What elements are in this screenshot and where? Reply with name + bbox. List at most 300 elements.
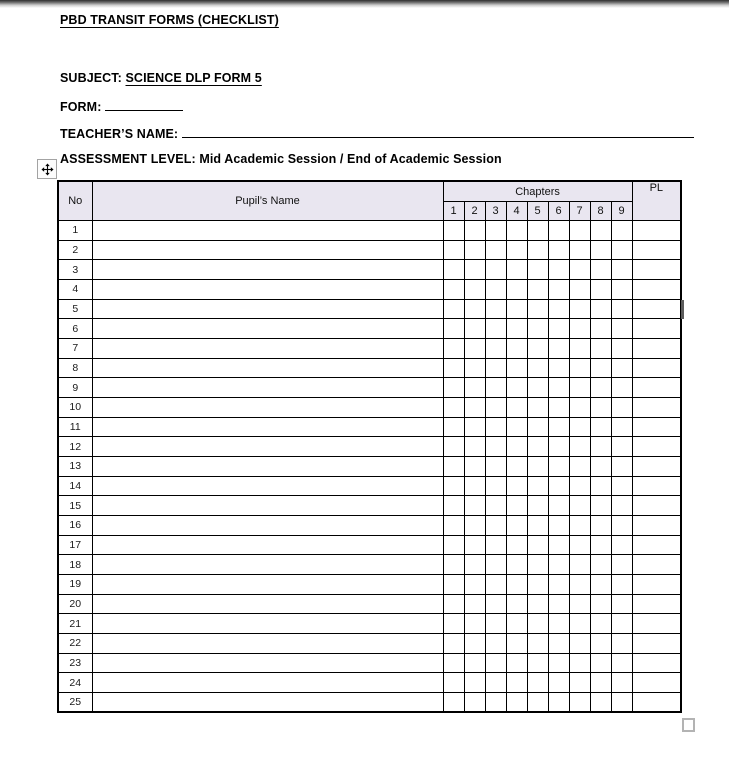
pupil-row [58,594,681,614]
chapter-8-mark-cell[interactable] [590,280,611,300]
chapter-2-mark-cell[interactable] [464,614,485,634]
chapter-2-mark-cell[interactable] [464,378,485,398]
chapter-5-mark-cell[interactable] [527,437,548,457]
chapter-3-mark-cell[interactable] [485,575,506,595]
pupil-row [58,358,681,378]
pl-cell[interactable] [632,693,681,713]
chapter-3-mark-cell[interactable] [485,535,506,555]
chapter-7-mark-cell[interactable] [569,535,590,555]
chapter-2-mark-cell[interactable] [464,221,485,241]
chapter-1-mark-cell[interactable] [443,221,464,241]
chapter-3-mark-cell[interactable] [485,378,506,398]
chapter-2-mark-cell[interactable] [464,299,485,319]
pl-cell[interactable] [632,555,681,575]
chapter-6-mark-cell[interactable] [548,221,569,241]
table-header-row-1 [58,181,681,202]
chapter-6-mark-cell[interactable] [548,260,569,280]
chapter-5-mark-cell[interactable] [527,496,548,516]
chapter-3-mark-cell[interactable] [485,417,506,437]
chapter-1-mark-cell[interactable] [443,417,464,437]
pupil-name-cell[interactable] [92,299,443,319]
chapter-number-header: 8 [590,202,611,221]
chapter-8-mark-cell[interactable] [590,339,611,359]
chapter-1-mark-cell[interactable] [443,496,464,516]
pupil-name-cell[interactable] [92,614,443,634]
pl-cell[interactable] [632,457,681,477]
table-move-handle[interactable] [37,159,57,179]
chapter-4-mark-cell[interactable] [506,457,527,477]
chapter-2-mark-cell[interactable] [464,437,485,457]
pupil-name-cell[interactable] [92,358,443,378]
pupil-name-cell[interactable] [92,516,443,536]
pl-cell[interactable] [632,260,681,280]
chapter-9-mark-cell[interactable] [611,417,632,437]
col-header-pl: PL [632,181,681,221]
chapter-1-mark-cell[interactable] [443,260,464,280]
chapter-1-mark-cell[interactable] [443,693,464,713]
chapter-8-mark-cell[interactable] [590,240,611,260]
chapter-2-mark-cell[interactable] [464,358,485,378]
chapter-2-mark-cell[interactable] [464,535,485,555]
chapter-3-mark-cell[interactable] [485,457,506,477]
chapter-3-mark-cell[interactable] [485,398,506,418]
chapter-1-mark-cell[interactable] [443,653,464,673]
chapter-5-mark-cell[interactable] [527,240,548,260]
chapter-5-mark-cell[interactable] [527,260,548,280]
pl-cell[interactable] [632,240,681,260]
chapter-6-mark-cell[interactable] [548,476,569,496]
pupil-name-cell[interactable] [92,457,443,477]
chapter-7-mark-cell[interactable] [569,417,590,437]
chapter-1-mark-cell[interactable] [443,280,464,300]
chapter-6-mark-cell[interactable] [548,594,569,614]
chapter-7-mark-cell[interactable] [569,437,590,457]
table-resize-handle[interactable] [682,718,695,732]
chapter-7-mark-cell[interactable] [569,614,590,634]
chapter-5-mark-cell[interactable] [527,516,548,536]
chapter-4-mark-cell[interactable] [506,516,527,536]
chapter-1-mark-cell[interactable] [443,555,464,575]
chapter-3-mark-cell[interactable] [485,280,506,300]
chapter-2-mark-cell[interactable] [464,476,485,496]
chapter-1-mark-cell[interactable] [443,594,464,614]
chapter-8-mark-cell[interactable] [590,398,611,418]
chapter-5-mark-cell[interactable] [527,575,548,595]
document-title: PBD TRANSIT FORMS (CHECKLIST) [60,13,279,27]
chapter-5-mark-cell[interactable] [527,555,548,575]
chapter-1-mark-cell[interactable] [443,378,464,398]
chapter-7-mark-cell[interactable] [569,398,590,418]
chapter-4-mark-cell[interactable] [506,594,527,614]
chapter-6-mark-cell[interactable] [548,240,569,260]
chapter-8-mark-cell[interactable] [590,575,611,595]
chapter-2-mark-cell[interactable] [464,575,485,595]
chapter-5-mark-cell[interactable] [527,614,548,634]
chapter-3-mark-cell[interactable] [485,555,506,575]
chapter-1-mark-cell[interactable] [443,614,464,634]
pupil-name-cell[interactable] [92,417,443,437]
chapter-4-mark-cell[interactable] [506,240,527,260]
pl-cell[interactable] [632,378,681,398]
chapter-7-mark-cell[interactable] [569,457,590,477]
chapter-3-mark-cell[interactable] [485,634,506,654]
pupil-name-cell[interactable] [92,653,443,673]
chapter-9-mark-cell[interactable] [611,299,632,319]
pupil-name-cell[interactable] [92,378,443,398]
chapter-8-mark-cell[interactable] [590,693,611,713]
chapter-3-mark-cell[interactable] [485,653,506,673]
pupil-name-cell[interactable] [92,260,443,280]
pl-cell[interactable] [632,614,681,634]
pl-cell[interactable] [632,594,681,614]
chapter-8-mark-cell[interactable] [590,260,611,280]
chapter-4-mark-cell[interactable] [506,280,527,300]
chapter-5-mark-cell[interactable] [527,535,548,555]
pupil-name-cell[interactable] [92,594,443,614]
chapter-5-mark-cell[interactable] [527,378,548,398]
form-blank-field[interactable] [105,98,183,111]
chapter-6-mark-cell[interactable] [548,398,569,418]
chapter-7-mark-cell[interactable] [569,378,590,398]
pupil-name-cell[interactable] [92,221,443,241]
chapter-6-mark-cell[interactable] [548,653,569,673]
chapter-3-mark-cell[interactable] [485,240,506,260]
row-number-cell: 8 [58,358,92,378]
chapter-9-mark-cell[interactable] [611,535,632,555]
chapter-5-mark-cell[interactable] [527,221,548,241]
chapter-6-mark-cell[interactable] [548,339,569,359]
chapter-6-mark-cell[interactable] [548,319,569,339]
chapter-5-mark-cell[interactable] [527,673,548,693]
chapter-6-mark-cell[interactable] [548,634,569,654]
chapter-5-mark-cell[interactable] [527,594,548,614]
chapter-7-mark-cell[interactable] [569,693,590,713]
chapter-6-mark-cell[interactable] [548,555,569,575]
teacher-name-blank-field[interactable] [182,125,694,138]
chapter-4-mark-cell[interactable] [506,358,527,378]
chapter-3-mark-cell[interactable] [485,594,506,614]
chapter-9-mark-cell[interactable] [611,221,632,241]
chapter-2-mark-cell[interactable] [464,693,485,713]
chapter-7-mark-cell[interactable] [569,260,590,280]
pl-cell[interactable] [632,299,681,319]
chapter-7-mark-cell[interactable] [569,240,590,260]
chapter-9-mark-cell[interactable] [611,476,632,496]
chapter-1-mark-cell[interactable] [443,634,464,654]
chapter-3-mark-cell[interactable] [485,437,506,457]
chapter-4-mark-cell[interactable] [506,437,527,457]
chapter-7-mark-cell[interactable] [569,673,590,693]
chapter-7-mark-cell[interactable] [569,634,590,654]
chapter-4-mark-cell[interactable] [506,555,527,575]
chapter-4-mark-cell[interactable] [506,299,527,319]
chapter-5-mark-cell[interactable] [527,457,548,477]
chapter-2-mark-cell[interactable] [464,673,485,693]
pl-cell[interactable] [632,221,681,241]
chapter-3-mark-cell[interactable] [485,319,506,339]
chapter-5-mark-cell[interactable] [527,299,548,319]
chapter-6-mark-cell[interactable] [548,280,569,300]
chapter-5-mark-cell[interactable] [527,358,548,378]
pupil-name-cell[interactable] [92,240,443,260]
chapter-5-mark-cell[interactable] [527,476,548,496]
pl-cell[interactable] [632,653,681,673]
pupil-row [58,299,681,319]
pl-cell[interactable] [632,437,681,457]
pupil-name-cell[interactable] [92,575,443,595]
chapter-4-mark-cell[interactable] [506,575,527,595]
chapter-7-mark-cell[interactable] [569,476,590,496]
chapter-8-mark-cell[interactable] [590,634,611,654]
chapter-8-mark-cell[interactable] [590,516,611,536]
chapter-3-mark-cell[interactable] [485,614,506,634]
chapter-4-mark-cell[interactable] [506,476,527,496]
chapter-4-mark-cell[interactable] [506,319,527,339]
pupil-name-cell[interactable] [92,319,443,339]
chapter-6-mark-cell[interactable] [548,457,569,477]
chapter-2-mark-cell[interactable] [464,555,485,575]
chapter-9-mark-cell[interactable] [611,653,632,673]
chapter-7-mark-cell[interactable] [569,653,590,673]
pupil-name-cell[interactable] [92,437,443,457]
chapter-4-mark-cell[interactable] [506,417,527,437]
pl-cell[interactable] [632,516,681,536]
chapter-8-mark-cell[interactable] [590,437,611,457]
chapter-1-mark-cell[interactable] [443,299,464,319]
chapter-4-mark-cell[interactable] [506,673,527,693]
chapter-9-mark-cell[interactable] [611,594,632,614]
chapter-2-mark-cell[interactable] [464,280,485,300]
chapter-2-mark-cell[interactable] [464,634,485,654]
chapter-4-mark-cell[interactable] [506,260,527,280]
chapter-8-mark-cell[interactable] [590,319,611,339]
chapter-6-mark-cell[interactable] [548,693,569,713]
chapter-5-mark-cell[interactable] [527,319,548,339]
chapter-8-mark-cell[interactable] [590,653,611,673]
chapter-5-mark-cell[interactable] [527,693,548,713]
pupil-name-cell[interactable] [92,555,443,575]
chapter-6-mark-cell[interactable] [548,673,569,693]
chapter-5-mark-cell[interactable] [527,417,548,437]
chapter-6-mark-cell[interactable] [548,299,569,319]
pupil-row [58,614,681,634]
chapter-1-mark-cell[interactable] [443,476,464,496]
assessment-level-line [60,152,502,167]
pupil-row [58,398,681,418]
chapter-9-mark-cell[interactable] [611,437,632,457]
chapter-5-mark-cell[interactable] [527,280,548,300]
chapter-8-mark-cell[interactable] [590,476,611,496]
chapter-1-mark-cell[interactable] [443,535,464,555]
pl-cell[interactable] [632,673,681,693]
chapter-7-mark-cell[interactable] [569,339,590,359]
chapter-8-mark-cell[interactable] [590,673,611,693]
chapter-9-mark-cell[interactable] [611,260,632,280]
chapter-5-mark-cell[interactable] [527,634,548,654]
pupil-name-cell[interactable] [92,398,443,418]
chapter-2-mark-cell[interactable] [464,260,485,280]
chapter-9-mark-cell[interactable] [611,496,632,516]
chapter-6-mark-cell[interactable] [548,378,569,398]
chapter-3-mark-cell[interactable] [485,516,506,536]
chapter-8-mark-cell[interactable] [590,594,611,614]
chapter-2-mark-cell[interactable] [464,516,485,536]
chapter-8-mark-cell[interactable] [590,457,611,477]
chapter-4-mark-cell[interactable] [506,614,527,634]
chapter-8-mark-cell[interactable] [590,221,611,241]
pl-cell[interactable] [632,496,681,516]
chapter-2-mark-cell[interactable] [464,240,485,260]
chapter-2-mark-cell[interactable] [464,417,485,437]
pupil-name-cell[interactable] [92,693,443,713]
chapter-4-mark-cell[interactable] [506,398,527,418]
row-number-cell: 4 [58,280,92,300]
form-line [60,98,183,115]
chapter-3-mark-cell[interactable] [485,339,506,359]
pl-cell[interactable] [632,358,681,378]
chapter-8-mark-cell[interactable] [590,614,611,634]
chapter-6-mark-cell[interactable] [548,417,569,437]
chapter-6-mark-cell[interactable] [548,614,569,634]
chapter-3-mark-cell[interactable] [485,476,506,496]
chapter-9-mark-cell[interactable] [611,358,632,378]
chapter-1-mark-cell[interactable] [443,339,464,359]
chapter-2-mark-cell[interactable] [464,457,485,477]
pl-cell[interactable] [632,575,681,595]
chapter-6-mark-cell[interactable] [548,575,569,595]
pl-cell[interactable] [632,280,681,300]
pupil-row [58,653,681,673]
chapter-3-mark-cell[interactable] [485,299,506,319]
pupil-name-cell[interactable] [92,496,443,516]
chapter-7-mark-cell[interactable] [569,221,590,241]
chapter-4-mark-cell[interactable] [506,496,527,516]
chapter-8-mark-cell[interactable] [590,378,611,398]
chapter-6-mark-cell[interactable] [548,496,569,516]
chapter-2-mark-cell[interactable] [464,496,485,516]
chapter-3-mark-cell[interactable] [485,358,506,378]
chapter-9-mark-cell[interactable] [611,634,632,654]
chapter-7-mark-cell[interactable] [569,280,590,300]
chapter-2-mark-cell[interactable] [464,653,485,673]
chapter-9-mark-cell[interactable] [611,614,632,634]
chapter-9-mark-cell[interactable] [611,339,632,359]
col-header-chapters: Chapters [443,181,632,202]
chapter-8-mark-cell[interactable] [590,299,611,319]
chapter-1-mark-cell[interactable] [443,437,464,457]
chapter-9-mark-cell[interactable] [611,398,632,418]
chapter-1-mark-cell[interactable] [443,240,464,260]
chapter-2-mark-cell[interactable] [464,594,485,614]
chapter-8-mark-cell[interactable] [590,555,611,575]
chapter-1-mark-cell[interactable] [443,575,464,595]
pupil-name-cell[interactable] [92,339,443,359]
chapter-4-mark-cell[interactable] [506,634,527,654]
chapter-3-mark-cell[interactable] [485,673,506,693]
subject-line [60,71,262,86]
chapter-7-mark-cell[interactable] [569,516,590,536]
pl-cell[interactable] [632,417,681,437]
chapter-2-mark-cell[interactable] [464,319,485,339]
pl-cell[interactable] [632,535,681,555]
pupil-name-cell[interactable] [92,280,443,300]
chapter-8-mark-cell[interactable] [590,358,611,378]
pupil-name-cell[interactable] [92,634,443,654]
chapter-6-mark-cell[interactable] [548,516,569,536]
pupil-name-cell[interactable] [92,476,443,496]
chapter-7-mark-cell[interactable] [569,299,590,319]
chapter-1-mark-cell[interactable] [443,457,464,477]
chapter-4-mark-cell[interactable] [506,653,527,673]
chapter-1-mark-cell[interactable] [443,398,464,418]
chapter-8-mark-cell[interactable] [590,535,611,555]
pupil-row [58,496,681,516]
chapter-1-mark-cell[interactable] [443,516,464,536]
chapter-3-mark-cell[interactable] [485,221,506,241]
row-number-cell: 9 [58,378,92,398]
chapter-1-mark-cell[interactable] [443,358,464,378]
chapter-5-mark-cell[interactable] [527,653,548,673]
pupil-name-cell[interactable] [92,535,443,555]
chapter-4-mark-cell[interactable] [506,693,527,713]
chapter-6-mark-cell[interactable] [548,358,569,378]
chapter-4-mark-cell[interactable] [506,535,527,555]
chapter-7-mark-cell[interactable] [569,594,590,614]
chapter-8-mark-cell[interactable] [590,417,611,437]
chapter-9-mark-cell[interactable] [611,457,632,477]
chapter-4-mark-cell[interactable] [506,339,527,359]
chapter-number-header: 2 [464,202,485,221]
chapter-7-mark-cell[interactable] [569,575,590,595]
chapter-9-mark-cell[interactable] [611,693,632,713]
chapter-5-mark-cell[interactable] [527,398,548,418]
chapter-9-mark-cell[interactable] [611,673,632,693]
chapter-6-mark-cell[interactable] [548,437,569,457]
pupil-name-cell[interactable] [92,673,443,693]
chapter-4-mark-cell[interactable] [506,221,527,241]
chapter-9-mark-cell[interactable] [611,280,632,300]
chapter-1-mark-cell[interactable] [443,319,464,339]
chapter-2-mark-cell[interactable] [464,398,485,418]
chapter-1-mark-cell[interactable] [443,673,464,693]
chapter-9-mark-cell[interactable] [611,555,632,575]
chapter-9-mark-cell[interactable] [611,240,632,260]
chapter-number-header: 1 [443,202,464,221]
move-arrows-icon [41,163,54,176]
chapter-7-mark-cell[interactable] [569,496,590,516]
chapter-7-mark-cell[interactable] [569,358,590,378]
chapter-3-mark-cell[interactable] [485,260,506,280]
pl-cell[interactable] [632,398,681,418]
chapter-9-mark-cell[interactable] [611,378,632,398]
chapter-9-mark-cell[interactable] [611,516,632,536]
chapter-3-mark-cell[interactable] [485,496,506,516]
chapter-9-mark-cell[interactable] [611,575,632,595]
pl-cell[interactable] [632,319,681,339]
pl-cell[interactable] [632,634,681,654]
chapter-8-mark-cell[interactable] [590,496,611,516]
chapter-6-mark-cell[interactable] [548,535,569,555]
chapter-9-mark-cell[interactable] [611,319,632,339]
chapter-7-mark-cell[interactable] [569,319,590,339]
chapter-2-mark-cell[interactable] [464,339,485,359]
chapter-5-mark-cell[interactable] [527,339,548,359]
pl-cell[interactable] [632,476,681,496]
chapter-7-mark-cell[interactable] [569,555,590,575]
chapter-4-mark-cell[interactable] [506,378,527,398]
pl-cell[interactable] [632,339,681,359]
chapter-3-mark-cell[interactable] [485,693,506,713]
